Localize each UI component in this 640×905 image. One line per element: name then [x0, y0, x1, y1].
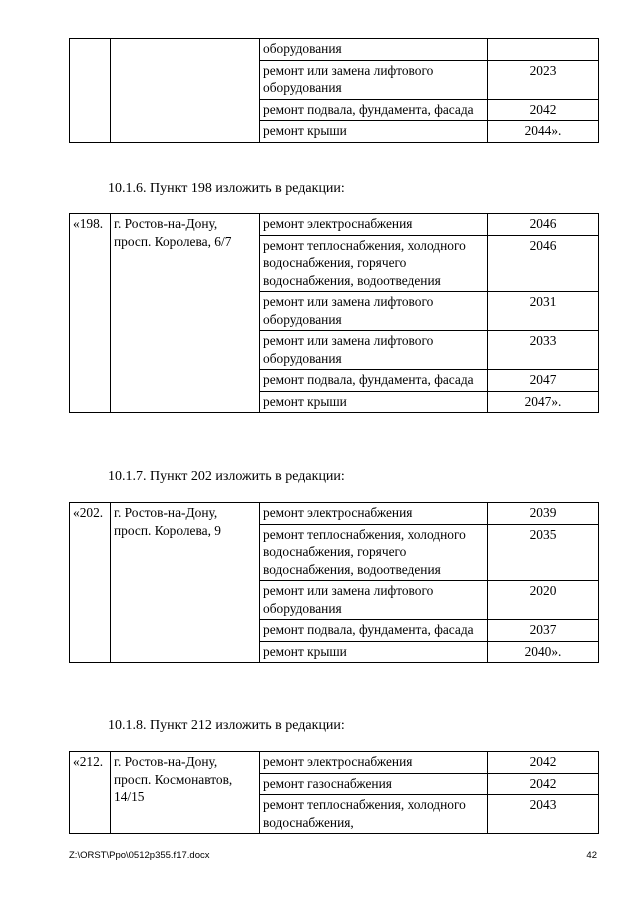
number-cell: [70, 39, 111, 143]
year-cell: 2033: [488, 331, 599, 370]
work-cell: ремонт или замена лифтового оборудования: [260, 331, 488, 370]
work-cell: ремонт крыши: [260, 121, 488, 143]
year-cell: 2046: [488, 235, 599, 292]
year-cell: 2047: [488, 370, 599, 392]
section-heading: 10.1.8. Пункт 212 изложить в редакции:: [108, 718, 345, 733]
address-cell: г. Ростов-на-Дону, просп. Королева, 6/7: [111, 214, 260, 413]
year-cell: 2043: [488, 795, 599, 834]
work-cell: ремонт электроснабжения: [260, 503, 488, 525]
work-cell: ремонт крыши: [260, 641, 488, 663]
work-cell: ремонт подвала, фундамента, фасада: [260, 620, 488, 642]
address-cell: [111, 39, 260, 143]
item-212-table: [69, 751, 599, 834]
section-heading: 10.1.6. Пункт 198 изложить в редакции:: [108, 181, 345, 196]
year-cell: 2031: [488, 292, 599, 331]
address-cell: г. Ростов-на-Дону, просп. Космонавтов, 14/15: [111, 752, 260, 834]
year-cell: 2047».: [488, 391, 599, 413]
year-cell: 2046: [488, 214, 599, 236]
year-cell: 2020: [488, 581, 599, 620]
table-row: [70, 39, 599, 61]
table-row: [70, 503, 599, 525]
work-cell: оборудования: [260, 39, 488, 61]
work-cell: ремонт крыши: [260, 391, 488, 413]
item-number: «198.: [70, 214, 111, 413]
year-cell: 2044».: [488, 121, 599, 143]
year-cell: 2039: [488, 503, 599, 525]
table-row: [70, 214, 599, 236]
year-cell: 2042: [488, 752, 599, 774]
page-number: 42: [586, 850, 597, 861]
year-cell: 2023: [488, 60, 599, 99]
year-cell: 2042: [488, 99, 599, 121]
work-cell: ремонт газоснабжения: [260, 773, 488, 795]
year-cell: 2040».: [488, 641, 599, 663]
item-number: «212.: [70, 752, 111, 834]
address-cell: г. Ростов-на-Дону, просп. Королева, 9: [111, 503, 260, 663]
work-cell: ремонт или замена лифтового оборудования: [260, 581, 488, 620]
work-cell: ремонт или замена лифтового оборудования: [260, 292, 488, 331]
work-cell: ремонт теплоснабжения, холодного водоснабжения,: [260, 795, 488, 834]
item-number: «202.: [70, 503, 111, 663]
work-cell: ремонт теплоснабжения, холодного водоснабжения, горячего водоснабжения, водоотведения: [260, 235, 488, 292]
work-cell: ремонт теплоснабжения, холодного водоснабжения, горячего водоснабжения, водоотведения: [260, 524, 488, 581]
work-cell: ремонт электроснабжения: [260, 214, 488, 236]
footer-file-path: Z:\ORST\Ppo\0512p355.f17.docx: [69, 850, 210, 861]
year-cell: 2037: [488, 620, 599, 642]
item-202-table: [69, 502, 599, 663]
item-198-table: [69, 213, 599, 413]
continuation-table: [69, 38, 599, 143]
section-heading: 10.1.7. Пункт 202 изложить в редакции:: [108, 469, 345, 484]
work-cell: ремонт электроснабжения: [260, 752, 488, 774]
year-cell: 2035: [488, 524, 599, 581]
work-cell: ремонт или замена лифтового оборудования: [260, 60, 488, 99]
work-cell: ремонт подвала, фундамента, фасада: [260, 370, 488, 392]
year-cell: 2042: [488, 773, 599, 795]
work-cell: ремонт подвала, фундамента, фасада: [260, 99, 488, 121]
year-cell: [488, 39, 599, 61]
table-row: [70, 752, 599, 774]
